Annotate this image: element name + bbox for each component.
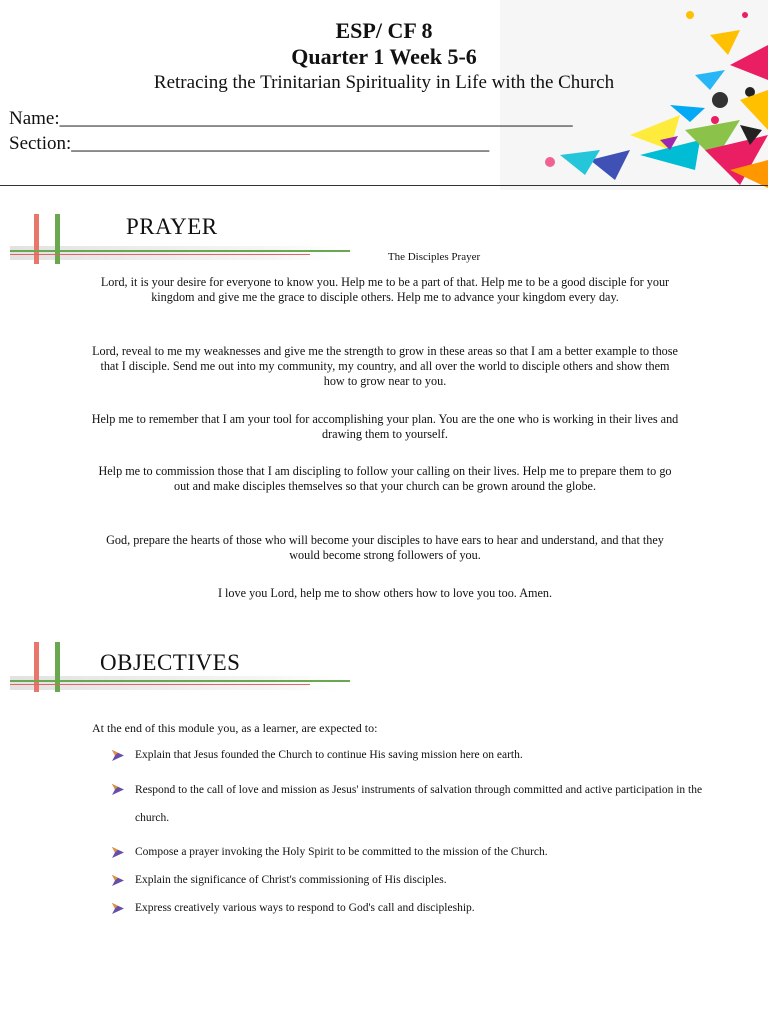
course-code: ESP/ CF 8 — [335, 18, 433, 43]
objectives-heading: OBJECTIVES — [100, 650, 241, 675]
prayer-subheading: The Disciples Prayer — [387, 251, 481, 263]
objective-text: Respond to the call of love and mission as Jesus' instruments of salvation through committed and active participation in the church. — [135, 784, 703, 824]
objective-text: Compose a prayer invoking the Holy Spirit to be committed to the mission of the Church. — [135, 846, 548, 858]
prayer-paragraph: I love you Lord, help me to show others how to love you too. Amen. — [217, 586, 553, 600]
list-item — [110, 776, 710, 832]
list-item — [110, 901, 710, 916]
list-item — [110, 748, 710, 763]
arrow-bullet-icon — [112, 784, 124, 795]
objective-text: Express creatively various ways to respond to God's call and discipleship. — [135, 902, 475, 914]
objective-text: Explain the significance of Christ's commissioning of His disciples. — [135, 874, 447, 886]
banner-red-line — [10, 684, 310, 685]
arrow-bullet-icon — [112, 875, 124, 886]
arrow-bullet-icon — [112, 750, 124, 761]
quarter-week: Quarter 1 Week 5-6 — [291, 44, 477, 69]
objectives-list — [110, 748, 710, 916]
section-field[interactable]: Section:____________________________________________ — [9, 133, 490, 154]
prayer-heading: PRAYER — [126, 214, 218, 239]
prayer-paragraph: Help me to commission those that I am discipling to follow your calling on their lives. Help me to prepare them to go out and make disciples themselves so that your church can be grown around the globe. — [98, 464, 672, 493]
arrow-bullet-icon — [112, 903, 124, 914]
name-field[interactable]: Name:______________________________________________________ — [9, 108, 573, 129]
prayer-paragraph: God, prepare the hearts of those who will become your disciples to have ears to hear and understand, and that they would become strong followers of you. — [106, 533, 664, 562]
arrow-bullet-icon — [112, 847, 124, 858]
objectives-intro: At the end of this module you, as a learner, are expected to: — [92, 721, 378, 735]
lesson-title: Retracing the Trinitarian Spirituality in Life with the Church — [153, 72, 615, 93]
header-divider — [0, 185, 768, 186]
list-item — [110, 873, 710, 888]
list-item — [110, 845, 710, 860]
prayer-paragraph: Lord, reveal to me my weaknesses and give me the strength to grow in these areas so that I am a better example to those that I disciple. Send me out into my community, my country, and all over the world to disciple others and show them how to grow near to you. — [92, 344, 678, 388]
banner-green-line — [10, 680, 350, 682]
prayer-paragraph: Help me to remember that I am your tool for accomplishing your plan. You are the one who is working in their lives and drawing them to yourself. — [91, 412, 679, 441]
prayer-paragraph: Lord, it is your desire for everyone to know you. Help me to be a part of that. Help me to be a good disciple for your kingdom and give me the grace to disciple others. Help me to advance your kingdom every day. — [100, 275, 670, 304]
objective-text: Explain that Jesus founded the Church to continue His saving mission here on earth. — [135, 749, 523, 761]
